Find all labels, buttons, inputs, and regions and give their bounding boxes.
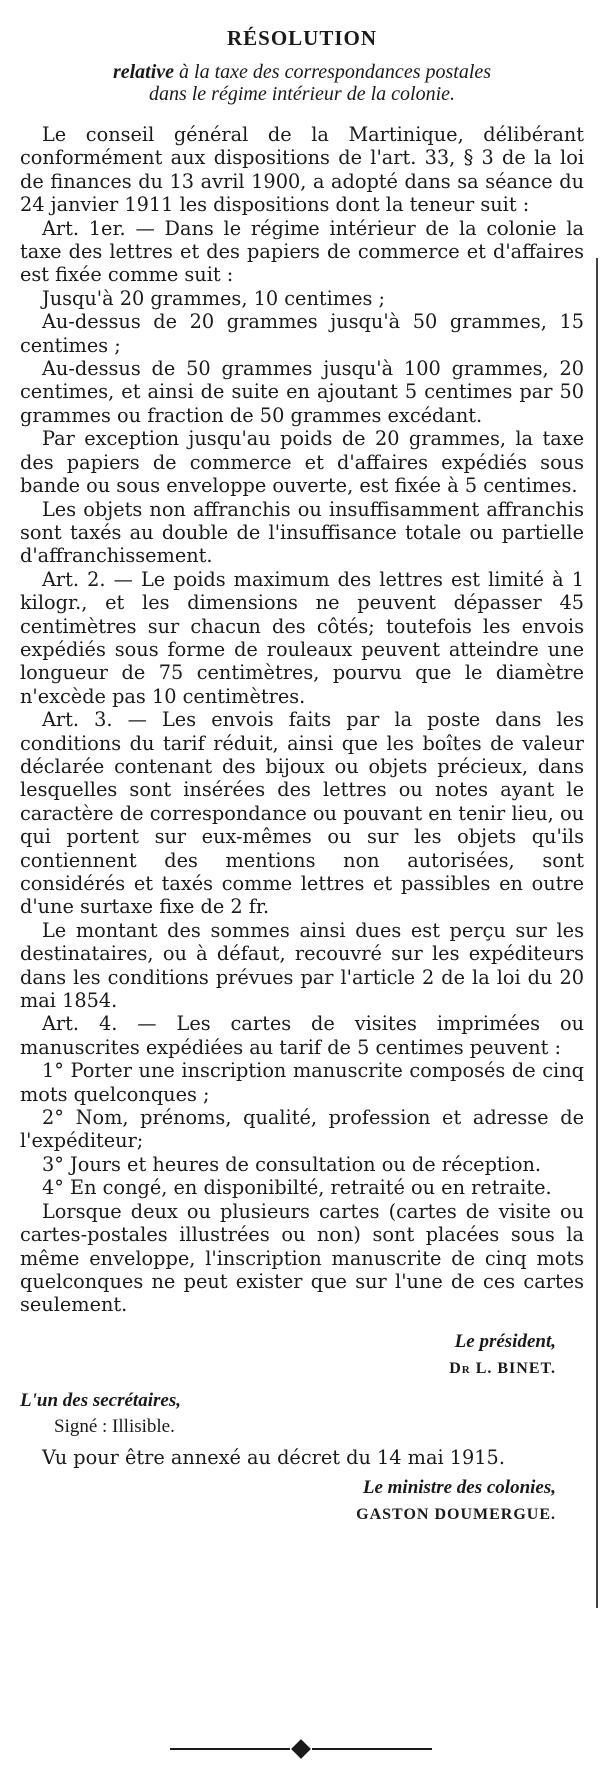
column-rule bbox=[596, 258, 598, 908]
secretary-signed: Signé : Illisible. bbox=[54, 1415, 175, 1437]
column-rule bbox=[596, 908, 598, 1608]
paragraph-item-1: 1° Porter une inscription manuscrite composés de cinq mots quelconques ; bbox=[20, 1059, 584, 1106]
closing-ornament bbox=[0, 1742, 602, 1756]
secretary-signature bbox=[20, 1388, 584, 1440]
paragraph-exception: Par exception jusqu'au poids de 20 grammes, la taxe des papiers de commerce et d'affaires expédiés sous bande ou sous enveloppe ouverte, est fixée à 5 centimes. bbox=[20, 427, 584, 498]
annex-note: Vu pour être annexé au décret du 14 mai 1915. bbox=[42, 1445, 505, 1469]
paragraph-art-4: Art. 4. — Les cartes de visites imprimées ou manuscrites expédiées au tarif de 5 centimes peuvent : bbox=[20, 1012, 584, 1059]
paragraph-rate-20g: Jusqu'à 20 grammes, 10 centimes ; bbox=[42, 286, 385, 310]
minister-name: GASTON DOUMERGUE. bbox=[356, 1506, 556, 1524]
document-subtitle bbox=[20, 61, 584, 105]
president-label: Le président, bbox=[454, 1330, 556, 1352]
president-name: Dr L. BINET. bbox=[449, 1359, 556, 1377]
minister-label: Le ministre des colonies, bbox=[362, 1477, 556, 1499]
subtitle-line-2: dans le régime intérieur de la colonie. bbox=[148, 83, 456, 105]
paragraph-rate-50g: Au-dessus de 20 grammes jusqu'à 50 grammes, 15 centimes ; bbox=[20, 310, 584, 357]
document-title: RÉSOLUTION bbox=[226, 26, 378, 50]
subtitle-line-1: à la taxe des correspondances postales bbox=[174, 61, 492, 83]
president-signature bbox=[20, 1329, 584, 1382]
paragraph-item-3: 3° Jours et heures de consultation ou de réception. bbox=[42, 1152, 542, 1176]
paragraph-art-1: Art. 1er. — Dans le régime intérieur de la colonie la taxe des lettres et des papiers de commerce et d'affaires est fixée comme suit : bbox=[20, 216, 584, 287]
paragraph-item-2: 2° Nom, prénoms, qualité, profession et adresse de l'expéditeur; bbox=[20, 1106, 584, 1153]
paragraph-multiple-cards: Lorsque deux ou plusieurs cartes (cartes de visite ou cartes-postales illustrées ou non) sont placées sous la même enveloppe, l'inscription manuscrite de cinq mots quelconques ne peut exister que sur l'une de ces cartes seulement. bbox=[20, 1199, 584, 1317]
subtitle-emphasis: relative bbox=[112, 61, 175, 83]
paragraph-amounts: Le montant des sommes ainsi dues est perçu sur les destinataires, ou à défaut, recouvré sur les expéditeurs dans les conditions prévues par l'article 2 de la loi du 20 mai 1854. bbox=[20, 918, 584, 1013]
paragraph-rate-100g: Au-dessus de 50 grammes jusqu'à 100 grammes, 20 centimes, et ainsi de suite en ajoutant 5 centimes par 50 grammes ou fraction de 50 grammes excédant. bbox=[20, 357, 584, 427]
paragraph-preamble: Le conseil général de la Martinique, délibérant conformément aux dispositions de l'art. 33, § 3 de la loi de finances du 13 avril 1900, a adopté dans sa séance du 24 janvier 1911 les dispositions dont la teneur suit : bbox=[20, 123, 584, 217]
paragraph-art-3: Art. 3. — Les envois faits par la poste dans les conditions du tarif réduit, ainsi que les boîtes de valeur déclarée contenant des bijoux ou objets précieux, dans lesquelles sont insérées des lettres ou notes ayant le caractère de correspondance ou pouvant en tenir lieu, ou qui portent sur eux-mêmes ou sur les objets qu'ils contiennent des mentions non autorisées, sont considérés et taxés comme lettres et passibles en outre d'une surtaxe fixe de 2 fr. bbox=[20, 708, 584, 919]
paragraph-item-4: 4° En congé, en disponibilté, retraité ou en retraite. bbox=[42, 1176, 552, 1200]
minister-signature bbox=[20, 1475, 584, 1528]
paragraph-art-2: Art. 2. — Le poids maximum des lettres est limité à 1 kilogr., et les dimensions ne peuvent dépasser 45 centimètres sur chacun des côtés; toutefois les envois expédiés sous forme de rouleaux peuvent atteindre une longueur de 75 centimètres, pourvu que le diamètre n'excède pas 10 centimètres. bbox=[20, 567, 584, 708]
secretary-label: L'un des secrétaires, bbox=[20, 1389, 181, 1411]
paragraph-unpaid: Les objets non affranchis ou insuffisamment affranchis sont taxés au double de l'insuffisance totale ou partielle d'affranchissement. bbox=[20, 497, 584, 568]
